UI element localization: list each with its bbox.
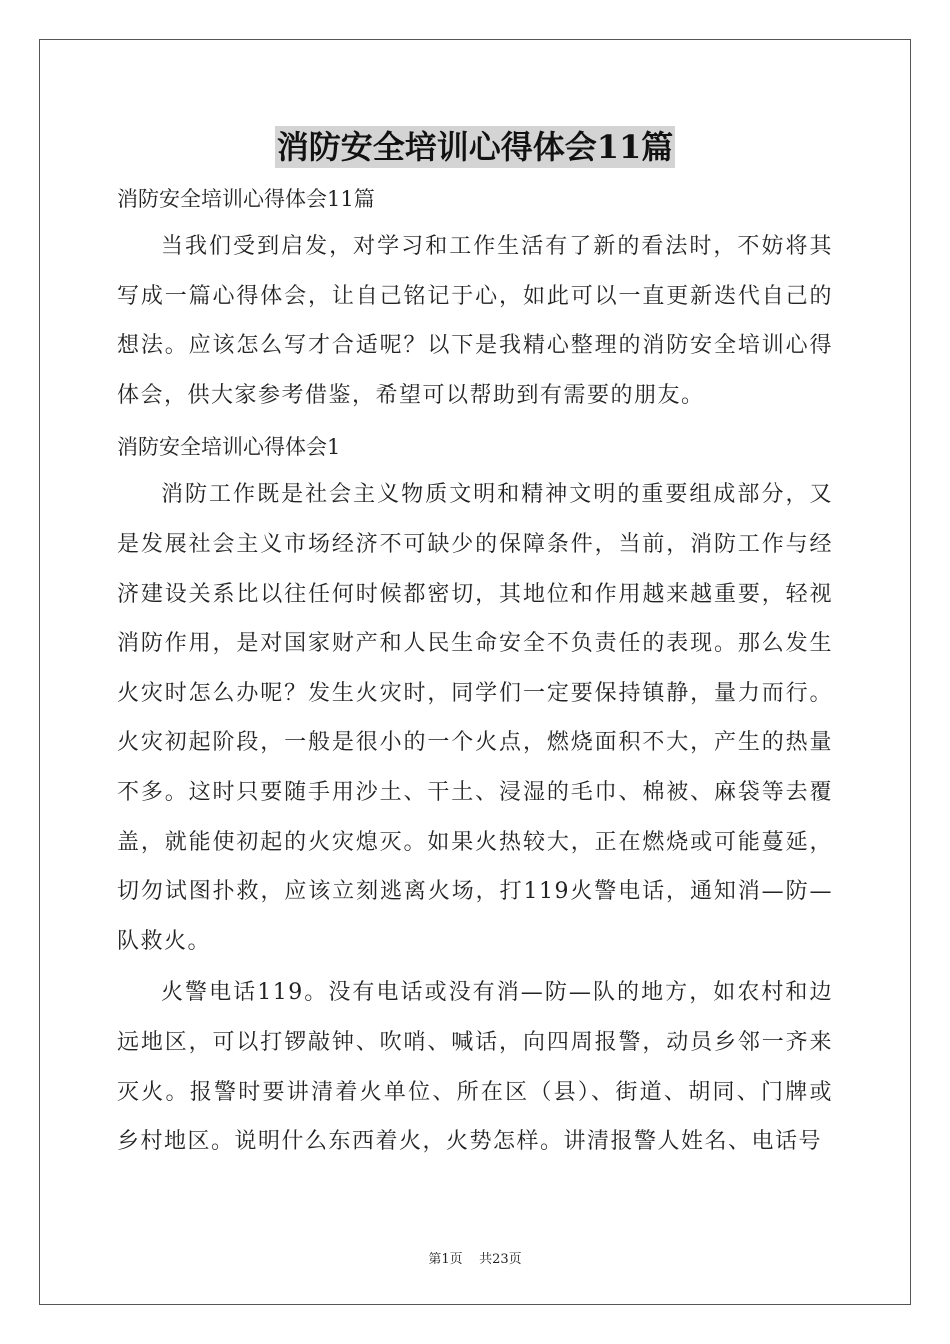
page-footer (0, 1248, 950, 1267)
document-body (117, 178, 833, 1167)
document-subtitle: 消防安全培训心得体会11篇 (117, 187, 375, 211)
body-paragraph-2: 火警电话119。没有电话或没有消—防—队的地方，如农村和边远地区，可以打锣敲钟、吹哨、喊话，向四周报警，动员乡邻一齐来灭火。报警时要讲清着火单位、所在区（县）、街道、胡同、门牌或乡村地区。说明什么东西着火，火势怎样。讲清报警人姓名、电话号 (117, 980, 833, 1155)
document-title: 消防安全培训心得体会11篇 (276, 128, 674, 166)
page-number: 第1页 (428, 1252, 463, 1267)
page-total: 共23页 (479, 1252, 522, 1267)
title-container (0, 126, 950, 168)
body-paragraph-1: 消防工作既是社会主义物质文明和精神文明的重要组成部分，又是发展社会主义市场经济不可缺少的保障条件，当前，消防工作与经济建设关系比以往任何时候都密切，其地位和作用越来越重要，轻视消防作用，是对国家财产和人民生命安全不负责任的表现。那么发生火灾时怎么办呢？发生火灾时，同学们一定要保持镇静，量力而行。火灾初起阶段，一般是很小的一个火点，燃烧面积不大，产生的热量不多。这时只要随手用沙土、干土、浸湿的毛巾、棉被、麻袋等去覆盖，就能使初起的火灾熄灭。如果火热较大，正在燃烧或可能蔓延，切勿试图扑救，应该立刻逃离火场，打119火警电话，通知消—防—队救火。 (117, 482, 833, 954)
intro-paragraph: 当我们受到启发，对学习和工作生活有了新的看法时，不妨将其写成一篇心得体会，让自己铭记于心，如此可以一直更新迭代自己的想法。应该怎么写才合适呢？以下是我精心整理的消防安全培训心得体会，供大家参考借鉴，希望可以帮助到有需要的朋友。 (117, 234, 833, 408)
section-heading: 消防安全培训心得体会1 (117, 435, 341, 460)
